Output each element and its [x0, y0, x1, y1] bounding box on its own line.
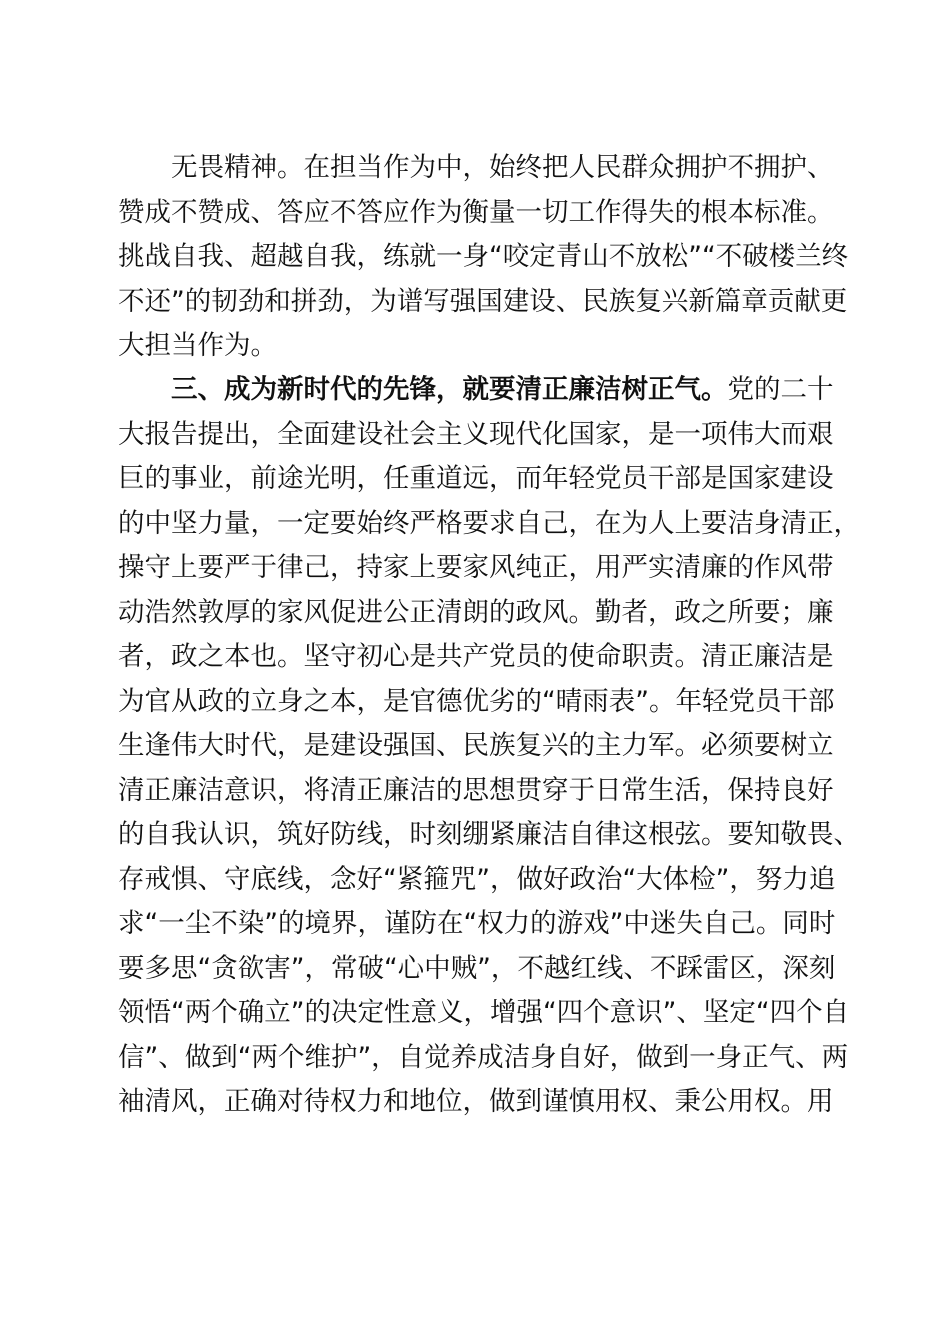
paragraph-1-line: 无畏精神。在担当作为中，始终把人民群众拥护不拥护、 — [171, 152, 834, 183]
paragraph-1-line: 挑战自我、超越自我，练就一身“咬定青山不放松”“不破楼兰终 — [118, 241, 849, 272]
paragraph-2-line: 领悟“两个确立”的决定性意义，增强“四个意识”、坚定“四个自 — [118, 997, 850, 1028]
paragraph-2-line: 的自我认识，筑好防线，时刻绷紧廉洁自律这根弦。要知敬畏、 — [118, 819, 860, 850]
paragraph-2-line: 生逢伟大时代，是建设强国、民族复兴的主力军。必须要树立 — [118, 730, 834, 761]
paragraph-2-line: 为官从政的立身之本，是官德优劣的“晴雨表”。年轻党员干部 — [118, 685, 835, 717]
paragraph-1 — [118, 146, 849, 369]
heading-line-rest: 党的二十 — [727, 374, 834, 405]
paragraph-1-line: 大担当作为。 — [118, 330, 277, 361]
paragraph-2-line: 要多思“贪欲害”，常破“心中贼”，不越红线、不踩雷区，深刻 — [118, 952, 836, 984]
paragraph-2-line: 的中坚力量，一定要始终严格要求自己，在为人上要洁身清正， — [118, 507, 860, 539]
paragraph-2-line: 求“一尘不染”的境界，谨防在“权力的游戏”中迷失自己。同时 — [118, 908, 836, 939]
paragraph-2-line: 大报告提出，全面建设社会主义现代化国家，是一项伟大而艰 — [118, 418, 834, 450]
paragraph-2-line: 存戒惧、守底线，念好“紧箍咒”，做好政治“大体检”，努力追 — [118, 863, 836, 895]
paragraph-2-line: 袖清风，正确对待权力和地位，做到谨慎用权、秉公用权。用 — [118, 1086, 834, 1117]
paragraph-2-line: 巨的事业，前途光明，任重道远，而年轻党员干部是国家建设 — [118, 463, 834, 494]
paragraph-2-line: 操守上要严于律己，持家上要家风纯正，用严实清廉的作风带 — [118, 552, 834, 583]
paragraph-2-line: 清正廉洁意识，将清正廉洁的思想贯穿于日常生活，保持良好 — [118, 774, 834, 806]
paragraph-2-line: 信”、做到“两个维护”，自觉养成洁身自好，做到一身正气、两 — [118, 1041, 849, 1073]
paragraph-1-line: 赞成不赞成、答应不答应作为衡量一切工作得失的根本标准。 — [118, 196, 834, 228]
paragraph-2-line: 者，政之本也。坚守初心是共产党员的使命职责。清正廉洁是 — [118, 641, 834, 672]
paragraph-2 — [118, 368, 860, 1125]
paragraph-2-first-line — [118, 368, 834, 413]
paragraph-1-line: 不还”的韧劲和拼劲，为谱写强国建设、民族复兴新篇章贡献更 — [118, 285, 848, 317]
section-heading: 三、成为新时代的先锋，就要清正廉洁树正气。 — [171, 374, 728, 405]
paragraph-2-line: 动浩然敦厚的家风促进公正清朗的政风。勤者，政之所要；廉 — [118, 596, 834, 628]
